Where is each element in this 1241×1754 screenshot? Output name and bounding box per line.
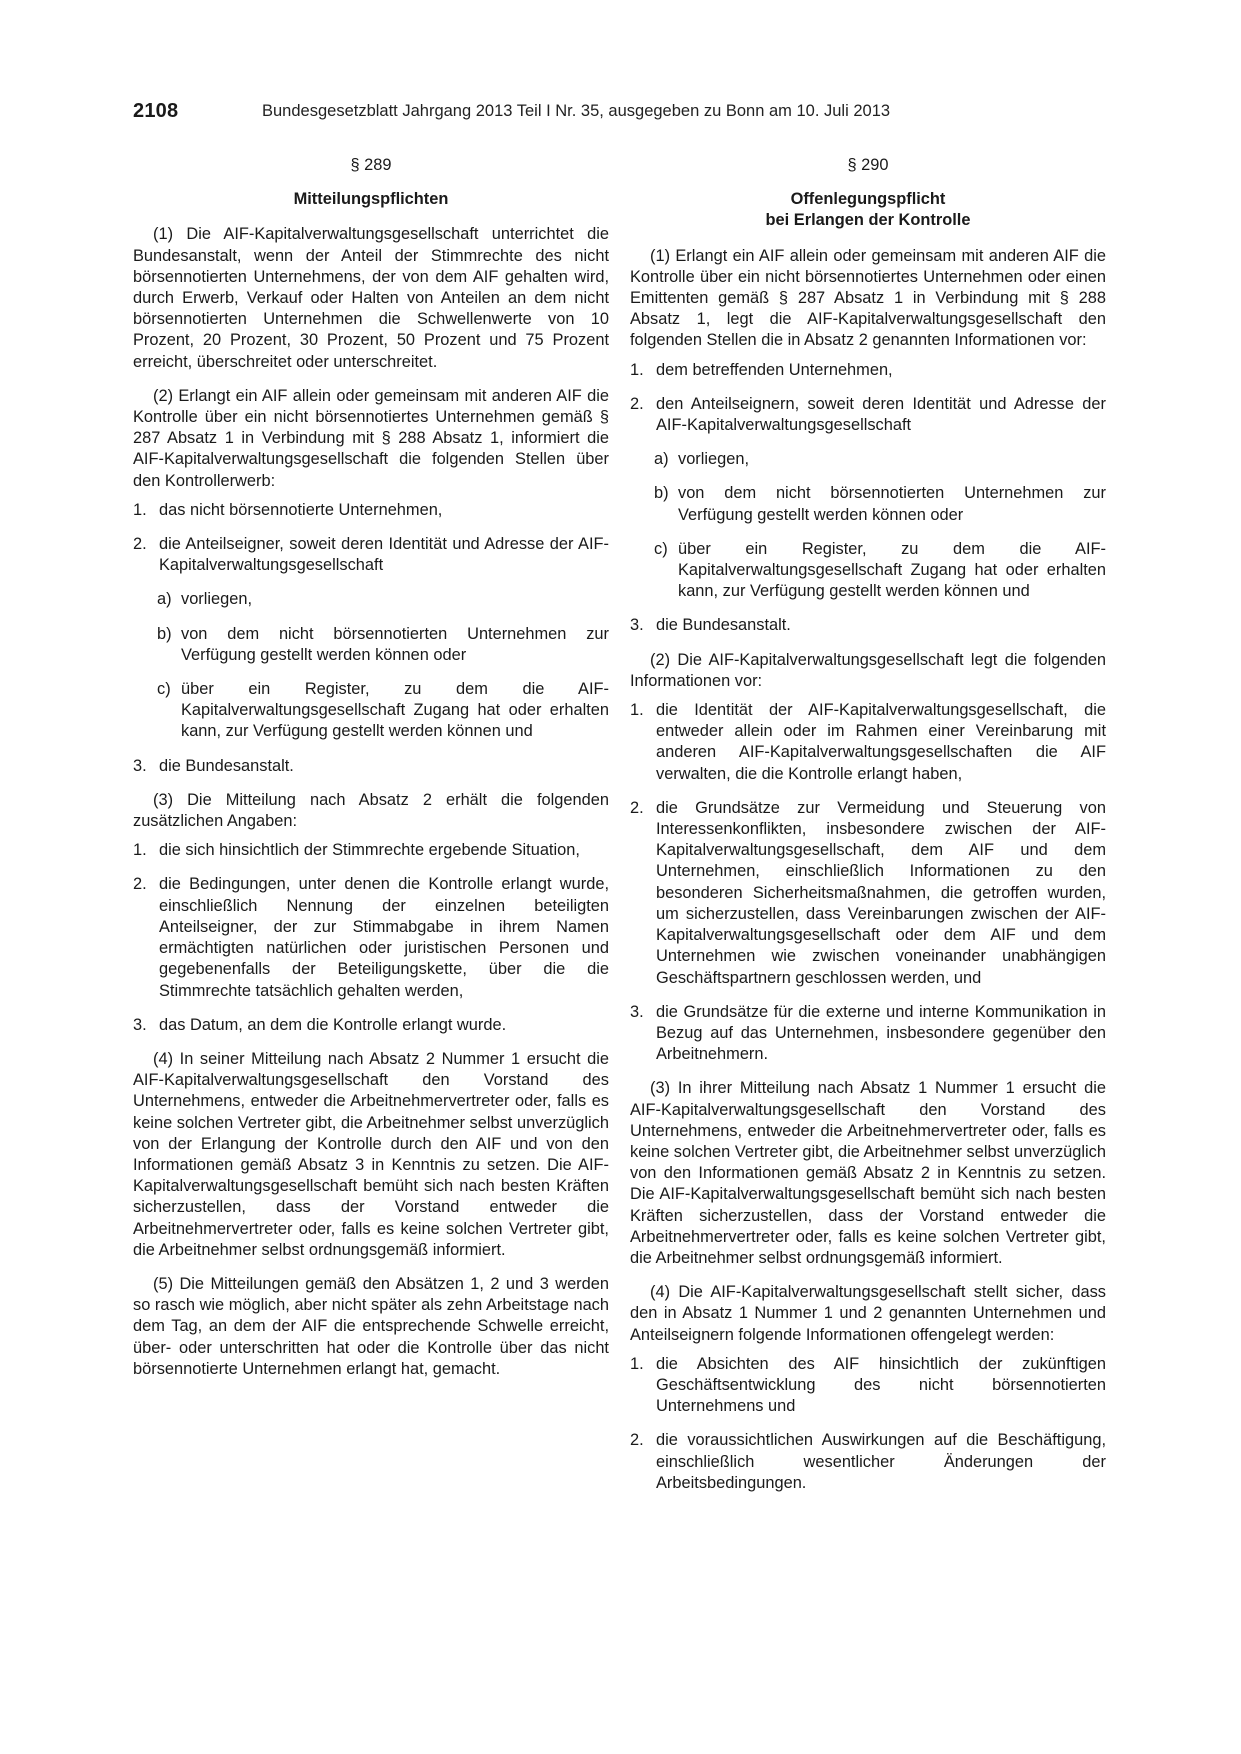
paragraph: (5) Die Mitteilungen gemäß den Absätzen 1, 2 und 3 werden so rasch wie möglich, aber nicht später als zehn Arbeitstage nach dem Tag, an dem der AIF die entsprechende Schwelle erreicht, über- oder unterschritten hat oder die Kontrolle über das nicht börsennotierte Unternehmen erlangt hat, gemacht. bbox=[133, 1274, 609, 1378]
page-header bbox=[0, 100, 1241, 130]
list-item: 2. die Anteilseigner, soweit deren Identität und Adresse der AIF-Kapitalverwaltungsgesellschaft bbox=[133, 535, 609, 575]
list-item: 2. den Anteilseignern, soweit deren Identität und Adresse der AIF-Kapitalverwaltungsgesellschaft bbox=[630, 394, 1106, 435]
paragraph: (1) Erlangt ein AIF allein oder gemeinsam mit anderen AIF die Kontrolle über ein nicht börsennotiertes Unternehmen oder einen Emittenten gemäß § 287 Absatz 1 in Verbindung mit § 288 Absatz 1, legt die AIF-Kapitalverwaltungsgesellschaft den folgenden Stellen die in Absatz 2 genannten Informationen vor: bbox=[630, 246, 1106, 350]
list-item: 1. die sich hinsichtlich der Stimmrechte ergebende Situation, bbox=[133, 841, 580, 860]
paragraph: (3) In ihrer Mitteilung nach Absatz 1 Nummer 1 ersucht die AIF-Kapitalverwaltungsgesellschaft den Vorstand des Unternehmens, entweder die Arbeitnehmervertreter oder, falls es keine solchen Vertreter gibt, die Arbeitnehmer selbst unverzüglich von den Informationen gemäß Absatz 2 in Kenntnis zu setzen. Die AIF-Kapitalverwaltungsgesellschaft bemüht sich nach besten Kräften sicherzustellen, dass der Vorstand entweder die Arbeitnehmervertreter oder, falls es keine solchen Vertreter gibt, die Arbeitnehmer selbst ordnungsgemäß informiert. bbox=[630, 1079, 1106, 1267]
list-item: 3. die Grundsätze für die externe und interne Kommunikation in Bezug auf das Unternehmen, insbesondere gegenüber den Arbeitnehmern. bbox=[630, 1002, 1106, 1064]
list-item: 2. die Bedingungen, unter denen die Kontrolle erlangt wurde, einschließlich Nennung der einzelnen beteiligten Anteilseigner, der zur Stimmabgabe in ihrem Namen ermächtigten natürlichen oder juristischen Personen und gegebenenfalls der Beteiligungskette, über die die Stimmrechte tatsächlich gehalten werden, bbox=[133, 875, 609, 1000]
left-column bbox=[133, 155, 609, 1393]
paragraph: (2) Erlangt ein AIF allein oder gemeinsam mit anderen AIF die Kontrolle über ein nicht börsennotiertes Unternehmen gemäß § 287 Absatz 1 in Verbindung mit § 288 Absatz 1, informiert die AIF-Kapitalverwaltungsgesellschaft die folgenden Stellen über den Kontrollerwerb: bbox=[133, 386, 609, 490]
sub-list-item: b) von dem nicht börsennotierten Unternehmen zur Verfügung gestellt werden können oder bbox=[157, 624, 609, 664]
paragraph: (2) Die AIF-Kapitalverwaltungsgesellschaft legt die folgenden Informationen vor: bbox=[630, 650, 1106, 690]
list-item: 1. die Identität der AIF-Kapitalverwaltungsgesellschaft, die entweder allein oder im Rahmen einer Vereinbarung mit anderen AIF-Kapitalverwaltungsgesellschaften die AIF verwalten, die die Kontrolle erlangt haben, bbox=[630, 701, 1106, 783]
right-column bbox=[630, 155, 1106, 1507]
section-number: § 289 bbox=[350, 156, 392, 174]
section-title: Offenlegungspflicht bei Erlangen der Kontrolle bbox=[765, 190, 971, 230]
paragraph: (3) Die Mitteilung nach Absatz 2 erhält die folgenden zusätzlichen Angaben: bbox=[133, 790, 609, 831]
page-number: 2108 bbox=[133, 100, 179, 122]
paragraph: (1) Die AIF-Kapitalverwaltungsgesellschaft unterrichtet die Bundesanstalt, wenn der Anteil der Stimmrechte des nicht börsennotierten Unternehmens, der von dem AIF gehalten wird, durch Erwerb, Verkauf oder Halten von Anteilen an dem nicht börsennotierten Unternehmen die Schwellenwerte von 10 Prozent, 20 Prozent, 30 Prozent, 50 Prozent und 75 Prozent erreicht, überschreitet oder unterschreitet. bbox=[133, 225, 609, 371]
list-item: 1. die Absichten des AIF hinsichtlich der zukünftigen Geschäftsentwicklung des nicht börsennotierten Unternehmens und bbox=[630, 1354, 1106, 1416]
sub-list-item: a) vorliegen, bbox=[654, 450, 750, 469]
list-item: 3. das Datum, an dem die Kontrolle erlangt wurde. bbox=[133, 1015, 507, 1034]
paragraph: (4) Die AIF-Kapitalverwaltungsgesellschaft stellt sicher, dass den in Absatz 1 Nummer 1 und 2 genannten Unternehmen und Anteilseignern folgende Informationen offengelegt werden: bbox=[630, 1283, 1106, 1344]
list-item: 3. die Bundesanstalt. bbox=[133, 756, 294, 775]
gazette-title: Bundesgesetzblatt Jahrgang 2013 Teil I Nr. 35, ausgegeben zu Bonn am 10. Juli 2013 bbox=[262, 102, 891, 120]
list-item: 2. die voraussichtlichen Auswirkungen auf die Beschäftigung, einschließlich wesentlicher Änderungen der Arbeitsbedingungen. bbox=[630, 1431, 1106, 1492]
sub-list-item: c) über ein Register, zu dem die AIF-Kapitalverwaltungsgesellschaft Zugang hat oder erhalten kann, zur Verfügung gestellt werden können und bbox=[157, 680, 609, 741]
paragraph: (4) In seiner Mitteilung nach Absatz 2 Nummer 1 ersucht die AIF-Kapitalverwaltungsgesellschaft den Vorstand des Unternehmens, entweder die Arbeitnehmervertreter oder, falls es keine solchen Vertreter gibt, die Arbeitnehmer selbst unverzüglich von der Erlangung der Kontrolle durch den AIF und von den Informationen gemäß Absatz 3 in Kenntnis zu setzen. Die AIF-Kapitalverwaltungsgesellschaft bemüht sich nach besten Kräften sicherzustellen, dass der Vorstand entweder die Arbeitnehmervertreter oder, falls es keine solchen Vertreter gibt, die Arbeitnehmer selbst ordnungsgemäß informiert. bbox=[133, 1049, 609, 1259]
list-item: 1. das nicht börsennotierte Unternehmen, bbox=[133, 500, 443, 519]
section-number: § 290 bbox=[847, 156, 889, 174]
list-item: 3. die Bundesanstalt. bbox=[630, 616, 791, 635]
sub-list-item: a) vorliegen, bbox=[157, 590, 253, 609]
sub-list-item: c) über ein Register, zu dem die AIF-Kapitalverwaltungsgesellschaft Zugang hat oder erhalten kann, zur Verfügung gestellt werden können und bbox=[654, 539, 1106, 601]
sub-list-item: b) von dem nicht börsennotierten Unternehmen zur Verfügung gestellt werden können oder bbox=[654, 484, 1106, 524]
list-item: 2. die Grundsätze zur Vermeidung und Steuerung von Interessenkonflikten, insbesondere zwischen der AIF-Kapitalverwaltungsgesellschaft, dem AIF und dem Unternehmen, einschließlich Informationen zu den besonderen Sicherheitsmaßnahmen, die getroffen wurden, um sicherzustellen, dass Vereinbarungen zwischen der AIF-Kapitalverwaltungsgesellschaft oder dem AIF und dem Unternehmen wie zwischen voneinander unabhängigen Geschäftspartnern geschlossen werden, und bbox=[630, 798, 1106, 987]
list-item: 1. dem betreffenden Unternehmen, bbox=[630, 360, 893, 379]
section-title: Mitteilungspflichten bbox=[293, 190, 449, 209]
